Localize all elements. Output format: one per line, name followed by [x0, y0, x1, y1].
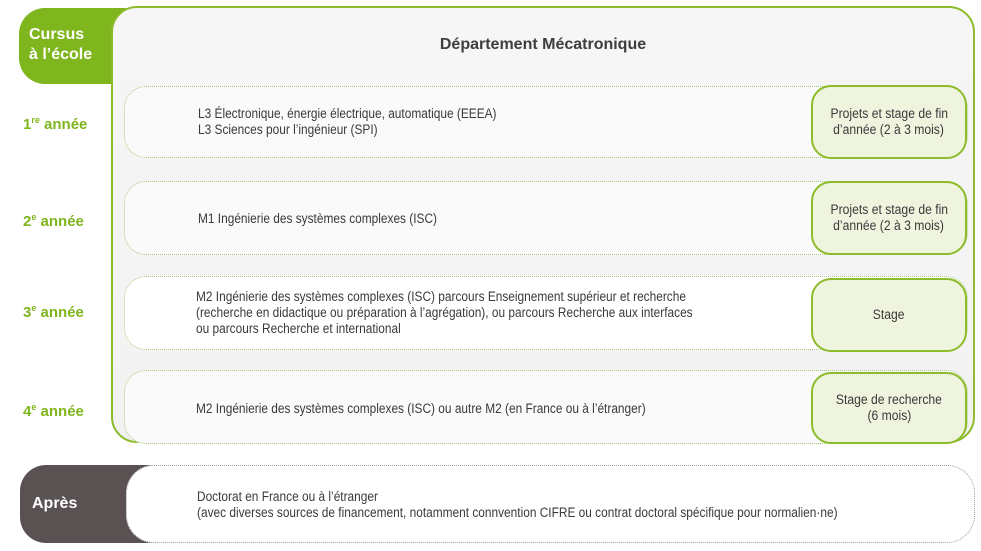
- year-row-4-text: [196, 401, 646, 417]
- year-label-1: [23, 115, 105, 133]
- year-suffix: e: [31, 303, 37, 313]
- program-line: M2 Ingénierie des systèmes complexes (ISC) parcours Enseignement supérieur et recherche: [196, 289, 686, 304]
- side-line: Stage: [873, 307, 905, 322]
- year-row-4-side-box: [811, 372, 967, 444]
- year-row-2-side-box: [811, 181, 967, 255]
- year-row-3-text: [196, 289, 693, 337]
- year-suffix: e: [31, 212, 37, 222]
- year-suffix: re: [31, 115, 40, 125]
- year-number: 4: [23, 403, 32, 420]
- side-line: Projets et stage de fin: [830, 106, 948, 121]
- side-line: (6 mois): [867, 408, 911, 423]
- year-number: 3: [23, 304, 32, 321]
- year-label-4: [23, 402, 105, 420]
- year-label-2: [23, 212, 105, 230]
- year-word: année: [36, 403, 84, 420]
- side-line: Stage de recherche: [835, 392, 943, 407]
- program-line: (recherche en didactique ou préparation à l’agrégation), ou parcours Recherche aux interfaces: [196, 305, 693, 320]
- year-word: année: [36, 213, 84, 230]
- year-number: 1: [23, 116, 32, 133]
- apres-label: Après: [32, 495, 78, 512]
- side-line: d’année (2 à 3 mois): [833, 122, 945, 137]
- program-line: L3 Sciences pour l’ingénieur (SPI): [198, 122, 378, 137]
- program-line: M2 Ingénierie des systèmes complexes (ISC) ou autre M2 (en France ou à l’étranger): [196, 401, 646, 416]
- cursus-label-line2: à l’école: [29, 46, 93, 63]
- year-number: 2: [23, 213, 32, 230]
- program-line: M1 Ingénierie des systèmes complexes (ISC): [198, 211, 438, 226]
- year-label-3: [23, 303, 105, 321]
- apres-line: (avec diverses sources de financement, notamment connvention CIFRE ou contrat doctoral spécifique pour normalien·ne): [197, 505, 838, 520]
- apres-text: [197, 489, 838, 521]
- year-row-1-text: [198, 106, 496, 138]
- program-line: L3 Électronique, énergie électrique, automatique (EEEA): [198, 106, 497, 121]
- year-word: année: [39, 116, 88, 133]
- apres-line: Doctorat en France ou à l’étranger: [197, 489, 378, 504]
- year-row-2-text: [198, 211, 437, 227]
- year-row-3-side-box: [811, 278, 967, 352]
- side-line: d’année (2 à 3 mois): [833, 218, 945, 233]
- year-word: année: [36, 304, 84, 321]
- year-suffix: e: [31, 402, 37, 412]
- department-title: Département Mécatronique: [439, 36, 647, 53]
- program-line: ou parcours Recherche et international: [196, 321, 401, 336]
- side-line: Projets et stage de fin: [830, 202, 948, 217]
- year-row-1-side-box: [811, 85, 967, 159]
- cursus-label-line1: Cursus: [29, 26, 85, 43]
